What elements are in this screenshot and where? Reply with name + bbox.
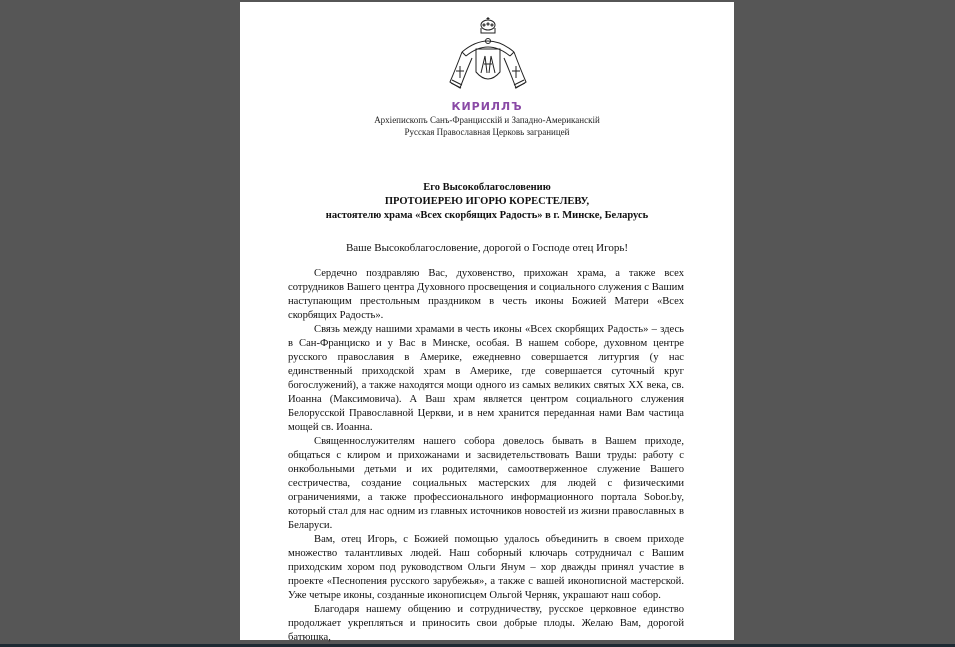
paragraph: Связь между нашими храмами в честь иконы «Всех скорбящих Радость» – здесь в Сан-Франциско и у Вас в Минске, особая. В нашем соборе, духовном центре русского православия в Америке, ежедневно совершается литургия (у нас единственный приходской храм в Америке, где совершается суточный круг богослужений), а также находятся мощи одного из самых великих святых XX века, св. Иоанна (Максимовича). А Ваш храм является центром социального служения Белорусской Православной Церкви, и в нем хранится переданная нами Вам частица мощей св. Иоанна.: [288, 324, 684, 433]
addressee-line-2: ПРОТОИЕРЕЮ ИГОРЮ КОРЕСТЕЛЕВУ,: [384, 196, 590, 207]
signature-name: КИРИЛЛЪ: [451, 100, 523, 113]
letterhead-church: Русская Православная Церковь заграницей: [404, 127, 570, 137]
paragraph: Священнослужителям нашего собора довелось бывать в Вашем приходе, общаться с клиром и прихожанами и засвидетельствовать Ваши труды: работу с онкобольными детьми и их родителями, самоотверженное служение Вашего сестричества, создание социальных мастерских для людей с физическими ограничениями, а также профессионального информационного портала Sobor.by, который стал для нас одним из главных источников новостей из жизни православных в Беларуси.: [288, 436, 684, 531]
coat-of-arms-icon: [440, 16, 536, 98]
paragraph: Благодаря нашему общению и сотрудничеству, русское церковное единство продолжает укрепляться и приносить свои добрые плоды. Желаю Вам, дорогой батюшка,: [288, 604, 684, 643]
letterhead-title: Архіепископъ Санъ-Францисскій и Западно-Американскій: [374, 115, 600, 125]
document-page: [240, 2, 734, 643]
addressee-line-3: настоятелю храма «Всех скорбящих Радость» в г. Минске, Беларусь: [325, 210, 649, 221]
paragraph: Вам, отец Игорь, с Божией помощью удалось объединить в своем приходе множество талантливых людей. Наш соборный ключарь сотрудничал с Вашим приходским хором под руководством Ольги Янум – хор дважды принял участие в проекте «Песнопения русского зарубежья», а также с вашей иконописной мастерской. Уже четыре иконы, созданные иконописцем Ольгой Черняк, украшают наш собор.: [288, 534, 684, 601]
addressee-line-1: Его Высокоблагословению: [423, 182, 551, 193]
salutation: Ваше Высокоблагословение, дорогой о Господе отец Игорь!: [345, 242, 629, 254]
letter-body: [288, 267, 684, 645]
paragraph: Сердечно поздравляю Вас, духовенство, прихожан храма, а также всех сотрудников Вашего центра Духовного просвещения и социального служения с Вашим наступающим престольным праздником в честь иконы Божией Матери «Всех скорбящих Радость».: [288, 268, 684, 321]
